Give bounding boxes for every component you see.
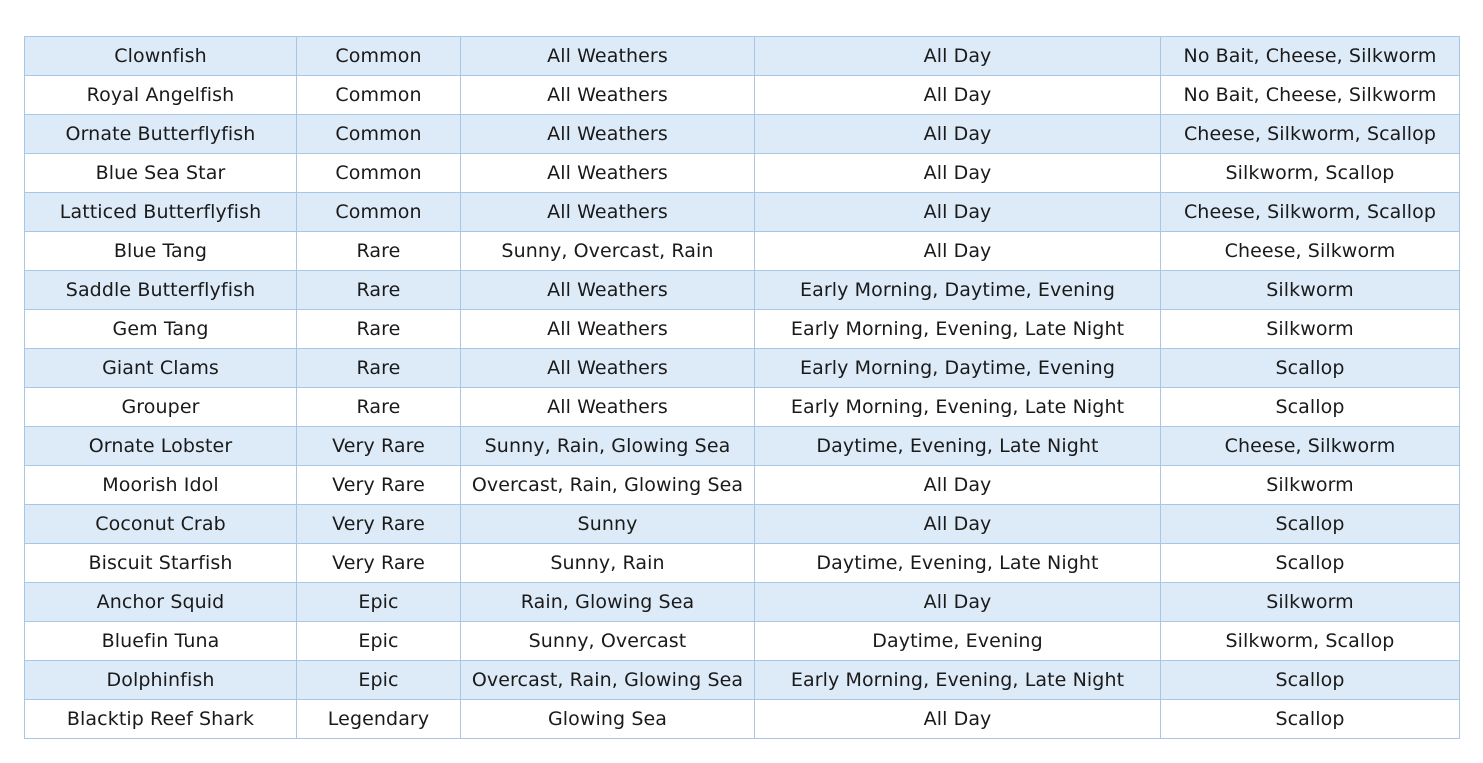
bait-cell: Scallop — [1161, 388, 1460, 427]
rarity-cell: Rare — [297, 388, 461, 427]
table-row — [25, 310, 1460, 349]
bait-cell: Scallop — [1161, 700, 1460, 739]
weather-cell: All Weathers — [461, 388, 755, 427]
time-cell: All Day — [755, 700, 1161, 739]
time-cell: Daytime, Evening, Late Night — [755, 427, 1161, 466]
weather-cell: All Weathers — [461, 154, 755, 193]
weather-cell: Glowing Sea — [461, 700, 755, 739]
time-cell: All Day — [755, 154, 1161, 193]
bait-cell: Silkworm — [1161, 271, 1460, 310]
bait-cell: Silkworm — [1161, 310, 1460, 349]
rarity-cell: Common — [297, 76, 461, 115]
fish-name-cell: Grouper — [25, 388, 297, 427]
rarity-cell: Very Rare — [297, 466, 461, 505]
weather-cell: All Weathers — [461, 271, 755, 310]
rarity-cell: Common — [297, 115, 461, 154]
rarity-cell: Common — [297, 193, 461, 232]
bait-cell: Cheese, Silkworm — [1161, 427, 1460, 466]
fish-table — [24, 36, 1460, 739]
fish-name-cell: Giant Clams — [25, 349, 297, 388]
weather-cell: All Weathers — [461, 37, 755, 76]
table-row — [25, 115, 1460, 154]
weather-cell: All Weathers — [461, 349, 755, 388]
table-row — [25, 505, 1460, 544]
bait-cell: Cheese, Silkworm, Scallop — [1161, 115, 1460, 154]
time-cell: All Day — [755, 232, 1161, 271]
time-cell: All Day — [755, 583, 1161, 622]
table-row — [25, 193, 1460, 232]
weather-cell: Sunny, Rain — [461, 544, 755, 583]
rarity-cell: Epic — [297, 583, 461, 622]
bait-cell: Scallop — [1161, 349, 1460, 388]
bait-cell: Cheese, Silkworm — [1161, 232, 1460, 271]
rarity-cell: Common — [297, 37, 461, 76]
fish-name-cell: Saddle Butterflyfish — [25, 271, 297, 310]
fish-name-cell: Biscuit Starfish — [25, 544, 297, 583]
time-cell: All Day — [755, 37, 1161, 76]
time-cell: All Day — [755, 193, 1161, 232]
fish-name-cell: Blue Tang — [25, 232, 297, 271]
rarity-cell: Rare — [297, 271, 461, 310]
fish-name-cell: Ornate Lobster — [25, 427, 297, 466]
table-row — [25, 232, 1460, 271]
time-cell: All Day — [755, 466, 1161, 505]
time-cell: All Day — [755, 76, 1161, 115]
table-row — [25, 76, 1460, 115]
fish-name-cell: Blue Sea Star — [25, 154, 297, 193]
fish-name-cell: Moorish Idol — [25, 466, 297, 505]
fish-name-cell: Gem Tang — [25, 310, 297, 349]
bait-cell: Scallop — [1161, 661, 1460, 700]
weather-cell: Sunny, Overcast, Rain — [461, 232, 755, 271]
table-row — [25, 583, 1460, 622]
time-cell: Daytime, Evening, Late Night — [755, 544, 1161, 583]
table-row — [25, 349, 1460, 388]
rarity-cell: Rare — [297, 349, 461, 388]
rarity-cell: Common — [297, 154, 461, 193]
fish-name-cell: Blacktip Reef Shark — [25, 700, 297, 739]
rarity-cell: Legendary — [297, 700, 461, 739]
bait-cell: Silkworm — [1161, 466, 1460, 505]
rarity-cell: Very Rare — [297, 505, 461, 544]
table-row — [25, 544, 1460, 583]
weather-cell: Rain, Glowing Sea — [461, 583, 755, 622]
time-cell: Daytime, Evening — [755, 622, 1161, 661]
fish-table-body — [25, 37, 1460, 739]
weather-cell: All Weathers — [461, 76, 755, 115]
bait-cell: No Bait, Cheese, Silkworm — [1161, 37, 1460, 76]
fish-name-cell: Anchor Squid — [25, 583, 297, 622]
table-row — [25, 271, 1460, 310]
weather-cell: All Weathers — [461, 193, 755, 232]
weather-cell: All Weathers — [461, 115, 755, 154]
bait-cell: Scallop — [1161, 544, 1460, 583]
rarity-cell: Very Rare — [297, 427, 461, 466]
table-row — [25, 700, 1460, 739]
fish-table-container — [24, 36, 1459, 739]
time-cell: All Day — [755, 115, 1161, 154]
time-cell: Early Morning, Daytime, Evening — [755, 271, 1161, 310]
weather-cell: Overcast, Rain, Glowing Sea — [461, 466, 755, 505]
table-row — [25, 622, 1460, 661]
rarity-cell: Rare — [297, 310, 461, 349]
time-cell: Early Morning, Evening, Late Night — [755, 388, 1161, 427]
rarity-cell: Epic — [297, 661, 461, 700]
bait-cell: Cheese, Silkworm, Scallop — [1161, 193, 1460, 232]
bait-cell: Scallop — [1161, 505, 1460, 544]
table-row — [25, 388, 1460, 427]
fish-name-cell: Dolphinfish — [25, 661, 297, 700]
table-row — [25, 37, 1460, 76]
rarity-cell: Very Rare — [297, 544, 461, 583]
bait-cell: No Bait, Cheese, Silkworm — [1161, 76, 1460, 115]
weather-cell: All Weathers — [461, 310, 755, 349]
weather-cell: Sunny — [461, 505, 755, 544]
fish-name-cell: Bluefin Tuna — [25, 622, 297, 661]
table-row — [25, 466, 1460, 505]
fish-name-cell: Royal Angelfish — [25, 76, 297, 115]
rarity-cell: Epic — [297, 622, 461, 661]
time-cell: Early Morning, Daytime, Evening — [755, 349, 1161, 388]
bait-cell: Silkworm — [1161, 583, 1460, 622]
bait-cell: Silkworm, Scallop — [1161, 622, 1460, 661]
weather-cell: Sunny, Overcast — [461, 622, 755, 661]
weather-cell: Sunny, Rain, Glowing Sea — [461, 427, 755, 466]
table-row — [25, 661, 1460, 700]
fish-name-cell: Latticed Butterflyfish — [25, 193, 297, 232]
weather-cell: Overcast, Rain, Glowing Sea — [461, 661, 755, 700]
fish-name-cell: Clownfish — [25, 37, 297, 76]
fish-name-cell: Coconut Crab — [25, 505, 297, 544]
fish-name-cell: Ornate Butterflyfish — [25, 115, 297, 154]
rarity-cell: Rare — [297, 232, 461, 271]
time-cell: Early Morning, Evening, Late Night — [755, 310, 1161, 349]
time-cell: All Day — [755, 505, 1161, 544]
table-row — [25, 427, 1460, 466]
table-row — [25, 154, 1460, 193]
time-cell: Early Morning, Evening, Late Night — [755, 661, 1161, 700]
bait-cell: Silkworm, Scallop — [1161, 154, 1460, 193]
